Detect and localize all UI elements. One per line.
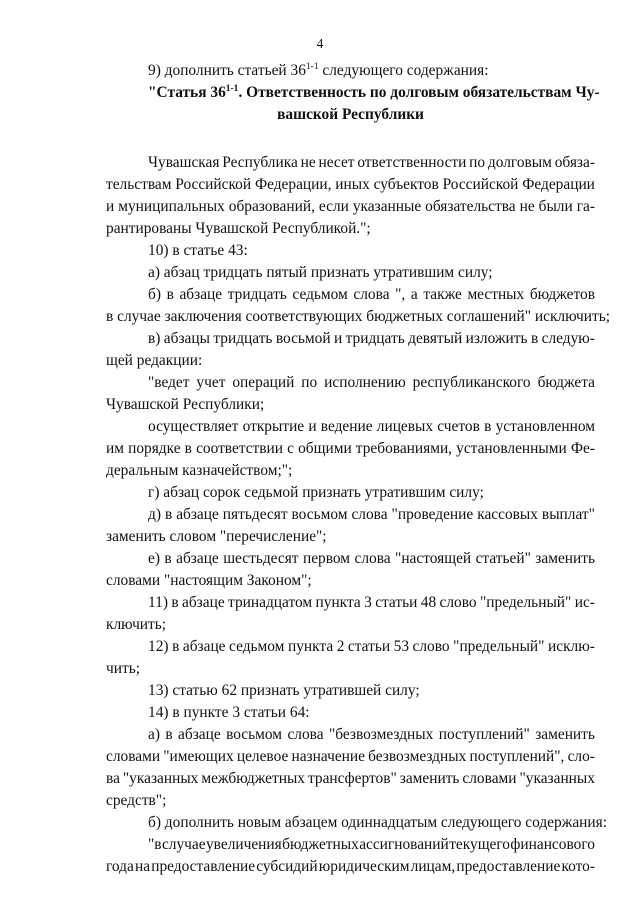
text-word: следую- — [541, 330, 595, 347]
text-word: и — [333, 330, 343, 347]
text-word: абзаце — [182, 594, 225, 611]
text-line — [106, 636, 595, 658]
text-word: финансового — [510, 836, 595, 853]
text-line — [106, 724, 595, 746]
text-word: абзаце — [176, 506, 219, 523]
text-word: иных — [335, 176, 370, 193]
text-word: первом — [302, 550, 351, 567]
text-word: ", — [395, 286, 406, 303]
text-word: "в — [148, 836, 162, 853]
article-heading-superscript: 1-1 — [225, 84, 239, 94]
text-word: ответственности — [357, 154, 467, 171]
text-line: средств"; — [106, 792, 167, 809]
text-word: субъектов — [373, 176, 439, 193]
text-word: восьмом — [291, 506, 348, 523]
text-word: "безвозмездных — [328, 726, 434, 743]
text-word: пункта — [287, 638, 334, 655]
text-word: установленном — [495, 418, 595, 435]
text-word: ва — [106, 770, 120, 787]
text-line — [106, 768, 595, 790]
text-line — [106, 152, 595, 174]
text-word: в — [166, 286, 174, 303]
text-word: абзацы — [163, 330, 210, 347]
text-word: указанные — [352, 198, 422, 215]
text-word: случае — [161, 836, 206, 853]
text-line: 10) в статье 43: — [148, 242, 248, 259]
text-line: щей редакции: — [106, 352, 203, 369]
text-word: в — [164, 550, 172, 567]
article-heading-title: . Ответственность по долговым обязательствам Чу- — [238, 84, 600, 101]
text-word: исклю- — [548, 638, 595, 655]
text-word: если — [318, 198, 349, 215]
text-word: ис- — [574, 594, 595, 611]
text-word: с — [287, 440, 294, 457]
text-word: образований, — [228, 198, 315, 215]
text-word: по — [301, 374, 318, 391]
item-9-line — [106, 60, 595, 82]
text-word: не — [519, 198, 535, 215]
text-word: "указанных — [122, 770, 199, 787]
text-word: в — [171, 594, 179, 611]
text-word: юридическим — [318, 858, 410, 875]
text-word: предоставление — [151, 858, 256, 875]
text-word: д) — [148, 506, 161, 523]
text-line — [106, 548, 595, 570]
text-word: слова — [354, 550, 391, 567]
paragraph-gap — [106, 126, 595, 152]
page-number: 4 — [316, 36, 324, 51]
text-word: б) — [148, 286, 161, 303]
text-word: лицевых — [376, 418, 434, 435]
text-word: порядке — [128, 440, 181, 457]
text-word: были — [538, 198, 573, 215]
text-word: в — [172, 638, 180, 655]
text-word: 3 — [364, 594, 372, 611]
text-word: 2 — [336, 638, 345, 655]
text-line — [106, 438, 595, 460]
text-line — [106, 372, 595, 394]
text-word: словами — [106, 748, 161, 765]
text-word: в — [484, 418, 492, 435]
text-word: текущего — [449, 836, 511, 853]
text-word: слово — [412, 638, 450, 655]
text-line: чить; — [106, 660, 140, 677]
text-word: в — [184, 440, 192, 457]
text-word: тридцать — [345, 330, 405, 347]
text-word: и — [106, 198, 115, 215]
text-word: "указанных — [519, 770, 595, 787]
text-line — [106, 416, 595, 438]
text-word: Федерации, — [254, 176, 332, 193]
text-word: осуществляет — [148, 418, 239, 435]
text-word: "имеющих — [163, 748, 234, 765]
text-word: словами — [462, 770, 517, 787]
text-word: увеличения — [205, 836, 282, 853]
text-word: Российской — [442, 176, 519, 193]
text-word: восьмом — [226, 726, 283, 743]
text-word: обязательства — [425, 198, 516, 215]
text-line — [106, 856, 595, 878]
text-word: счетов — [437, 418, 480, 435]
text-line — [106, 174, 595, 196]
text-word: поступлений", — [469, 748, 565, 765]
text-line: б) дополнить новым абзацем одиннадцатым следующего содержания: — [148, 814, 607, 831]
text-word: бюджетных — [282, 836, 359, 853]
text-line: г) абзац сорок седьмой признать утратившим силу; — [148, 484, 484, 501]
text-word: кото- — [561, 858, 595, 875]
text-word: установленными — [456, 440, 567, 457]
text-word: слова — [353, 286, 390, 303]
text-word: Фе- — [570, 440, 595, 457]
text-word: ведение — [320, 418, 373, 435]
text-line — [106, 284, 595, 306]
text-word: Федерации — [522, 176, 595, 193]
text-word: тельствам — [106, 176, 172, 193]
text-word: кассовых — [477, 506, 538, 523]
text-word: статьи — [347, 638, 391, 655]
text-word: общими — [298, 440, 352, 457]
text-word: субсидий — [256, 858, 318, 875]
text-word: открытие — [242, 418, 305, 435]
text-word: в) — [148, 330, 161, 347]
text-word: изложить — [465, 330, 528, 347]
text-word: слова — [351, 506, 388, 523]
text-word: пятьдесят — [222, 506, 288, 523]
article-heading — [106, 82, 600, 104]
text-word: учет — [196, 374, 226, 391]
text-word: заменить — [399, 770, 460, 787]
text-word: "настоящей — [395, 550, 472, 567]
text-word: "проведение — [391, 506, 474, 523]
text-word: Республика — [222, 154, 298, 171]
text-line: а) абзац тридцать пятый признать утратившим силу; — [148, 264, 493, 281]
text-word: несет — [318, 154, 355, 171]
text-line: в случае заключения соответствующих бюджетных соглашений" исключить; — [106, 308, 611, 325]
text-word: слово — [439, 594, 477, 611]
text-word: седьмом — [292, 286, 348, 303]
text-word: абзаце — [178, 726, 221, 743]
text-word: девятый — [408, 330, 463, 347]
text-line: словами "настоящим Законом"; — [106, 572, 312, 589]
text-word: и — [308, 418, 317, 435]
text-word: шестьдесят — [223, 550, 299, 567]
text-word: 11) — [148, 594, 168, 611]
text-line — [106, 504, 595, 526]
text-word: обяза- — [554, 154, 595, 171]
text-word: "предельный" — [480, 594, 572, 611]
text-word: статьей" — [475, 550, 531, 567]
text-word: назначение — [291, 748, 365, 765]
text-word: восьмой — [275, 330, 331, 347]
text-word: тридцать — [213, 330, 273, 347]
text-word: в — [164, 506, 173, 523]
text-word: требованиями, — [355, 440, 453, 457]
text-word: заменить — [535, 550, 595, 567]
text-word: заменить — [535, 726, 595, 743]
text-line — [106, 746, 595, 768]
text-word: целевое — [236, 748, 289, 765]
item-9-superscript: 1-1 — [305, 62, 319, 72]
text-word: соответствии — [196, 440, 284, 457]
text-word: в — [165, 726, 173, 743]
text-word: также — [423, 286, 462, 303]
text-word: 12) — [148, 638, 169, 655]
article-heading-start — [148, 82, 238, 104]
text-line — [106, 196, 595, 218]
text-word: слова — [287, 726, 324, 743]
text-word: предоставление — [456, 858, 561, 875]
text-word: местных — [467, 286, 525, 303]
text-line: рантированы Чувашской Республикой."; — [106, 220, 371, 237]
article-heading-continuation: вашской Республики — [277, 106, 424, 123]
text-word: абзаце — [182, 638, 226, 655]
text-word: бюджетов — [529, 286, 595, 303]
text-line: ключить; — [106, 616, 167, 633]
text-word: исполнению — [324, 374, 406, 391]
text-word: сло- — [567, 748, 595, 765]
text-word: пункта — [315, 594, 361, 611]
text-word: е) — [148, 550, 160, 567]
text-word: абзаце — [176, 550, 219, 567]
text-word: а — [410, 286, 418, 303]
text-word: Российской — [175, 176, 252, 193]
text-word: "ведет — [148, 374, 190, 391]
text-line: деральным казначейством;"; — [106, 462, 293, 479]
article-heading-label: "Статья 36 — [148, 84, 226, 101]
text-word: 48 — [420, 594, 437, 611]
text-line — [106, 592, 595, 614]
text-word: года — [106, 858, 134, 875]
text-line — [106, 834, 595, 856]
text-word: тридцать — [227, 286, 287, 303]
text-line — [106, 328, 595, 350]
text-word: поступлений" — [438, 726, 530, 743]
text-word: республиканского — [412, 374, 531, 391]
text-word: статьи — [375, 594, 418, 611]
text-word: операций — [232, 374, 295, 391]
text-word: "предельный" — [453, 638, 545, 655]
text-word: 53 — [393, 638, 410, 655]
text-word: безвозмездных — [368, 748, 467, 765]
item-9-text-end: следующего содержания: — [318, 62, 489, 79]
text-word: ассигнований — [359, 836, 449, 853]
text-line: заменить словом "перечисление"; — [106, 528, 327, 545]
text-line: Чувашской Республики; — [106, 396, 265, 413]
text-line: 13) статью 62 признать утратившей силу; — [148, 682, 420, 699]
text-word: межбюджетных — [201, 770, 305, 787]
text-word: им — [106, 440, 124, 457]
text-word: выплат" — [541, 506, 595, 523]
text-word: в — [530, 330, 539, 347]
text-word: лицам, — [410, 858, 456, 875]
text-word: трансфертов" — [307, 770, 397, 787]
text-word: муниципальных — [118, 198, 225, 215]
text-word: Чувашская — [148, 154, 220, 171]
text-word: не — [300, 154, 316, 171]
text-word: абзаце — [179, 286, 223, 303]
item-9-text: 9) дополнить статьей 36 — [148, 62, 306, 79]
document-body — [106, 60, 611, 878]
text-word: бюджета — [537, 374, 595, 391]
text-word: а) — [148, 726, 160, 743]
text-word: на — [134, 858, 151, 875]
text-word: по — [469, 154, 486, 171]
text-word: га- — [576, 198, 595, 215]
text-line: 14) в пункте 3 статьи 64: — [148, 704, 310, 721]
text-word: долговым — [487, 154, 552, 171]
text-word: седьмом — [229, 638, 285, 655]
text-word: тринадцатом — [228, 594, 313, 611]
